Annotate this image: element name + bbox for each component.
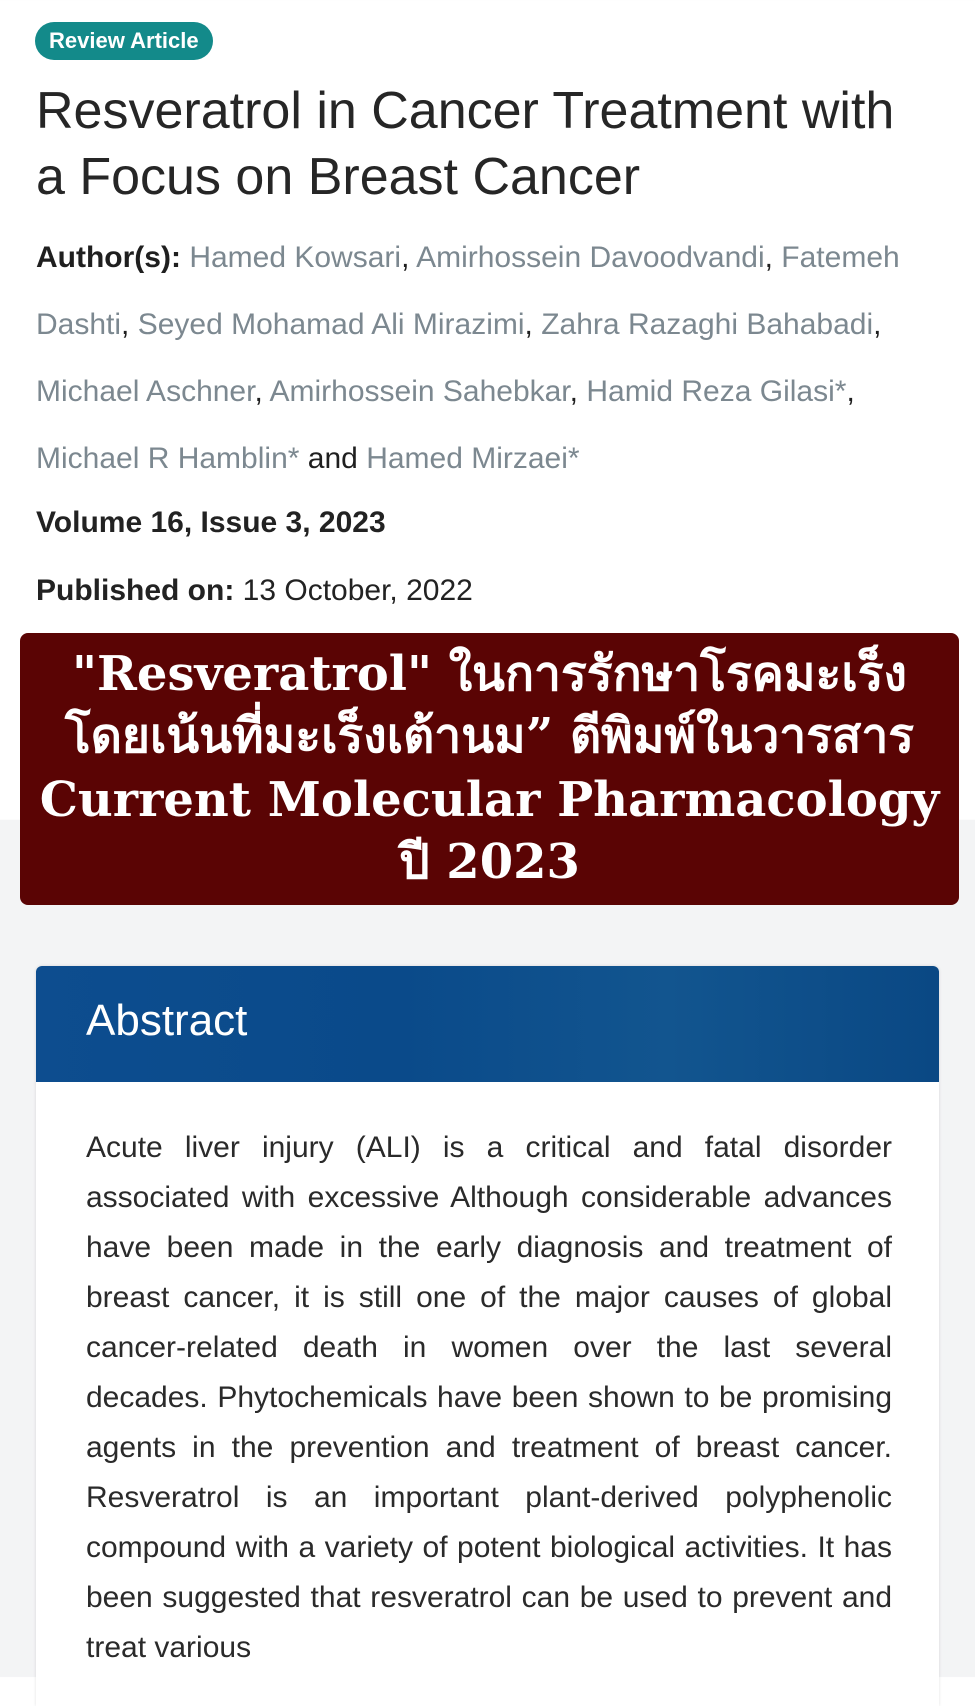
author-link[interactable]: Hamed Mirzaei* [366,442,580,475]
published-date [36,574,473,608]
authors-label: Author(s): [36,241,181,274]
author-link[interactable]: Amirhossein Davoodvandi [416,241,765,274]
abstract-card [36,966,939,1706]
author-link[interactable]: Zahra Razaghi Bahabadi [541,308,874,341]
volume-issue: Volume 16, Issue 3, 2023 [36,506,386,539]
abstract-text: Acute liver injury (ALI) is a critical and fatal disorder associated with excessive Although considerable advances have been made in the early diagnosis and treatment of breast cancer, it is still one of the major causes of global cancer-related death in women over the last several decades. Phytochemicals have been shown to be promising agents in the prevention and treatment of breast cancer. Resveratrol is an important plant-derived polyphenolic compound with a variety of potent biological activities. It has been suggested that resveratrol can be used to prevent and treat various [86,1131,892,1664]
article-title: Resveratrol in Cancer Treatment with a Focus on Breast Cancer [36,82,895,206]
thai-caption-banner [20,633,959,905]
author-link[interactable]: Hamed Kowsari [189,241,402,274]
author-link[interactable]: Seyed Mohamad Ali Mirazimi [137,308,525,341]
banner-line-4: ปี 2023 [399,834,580,890]
banner-line-1: "Resveratrol" ในการรักษาโรคมะเร็ง [72,646,907,702]
abstract-heading: Abstract [86,996,248,1045]
author-link[interactable]: Michael R Hamblin* [36,442,300,475]
published-label: Published on: [36,574,235,607]
author-link[interactable]: Fatemeh Dashti [36,241,900,341]
article-type-badge: Review Article [35,22,213,60]
published-value: 13 October, 2022 [242,574,473,607]
author-link[interactable]: Amirhossein Sahebkar [269,375,570,408]
abstract-header [36,966,939,1082]
author-link[interactable]: Michael Aschner [36,375,255,408]
banner-line-3: Current Molecular Pharmacology [39,772,940,828]
banner-line-2: โดยเน้นที่มะเร็งเต้านม” ตีพิมพ์ในวารสาร [64,708,915,764]
author-list: Author(s): Hamed Kowsari, Amirhossein Davoodvandi, Fatemeh Dashti, Seyed Mohamad Ali Mirazimi, Zahra Razaghi Bahabadi, Michael Aschner, Amirhossein Sahebkar, Hamid Reza Gilasi*, Michael R Hamblin* and Hamed Mirzaei* [36,241,900,475]
authors-conjunction: and [307,442,358,475]
author-link[interactable]: Hamid Reza Gilasi* [586,375,847,408]
